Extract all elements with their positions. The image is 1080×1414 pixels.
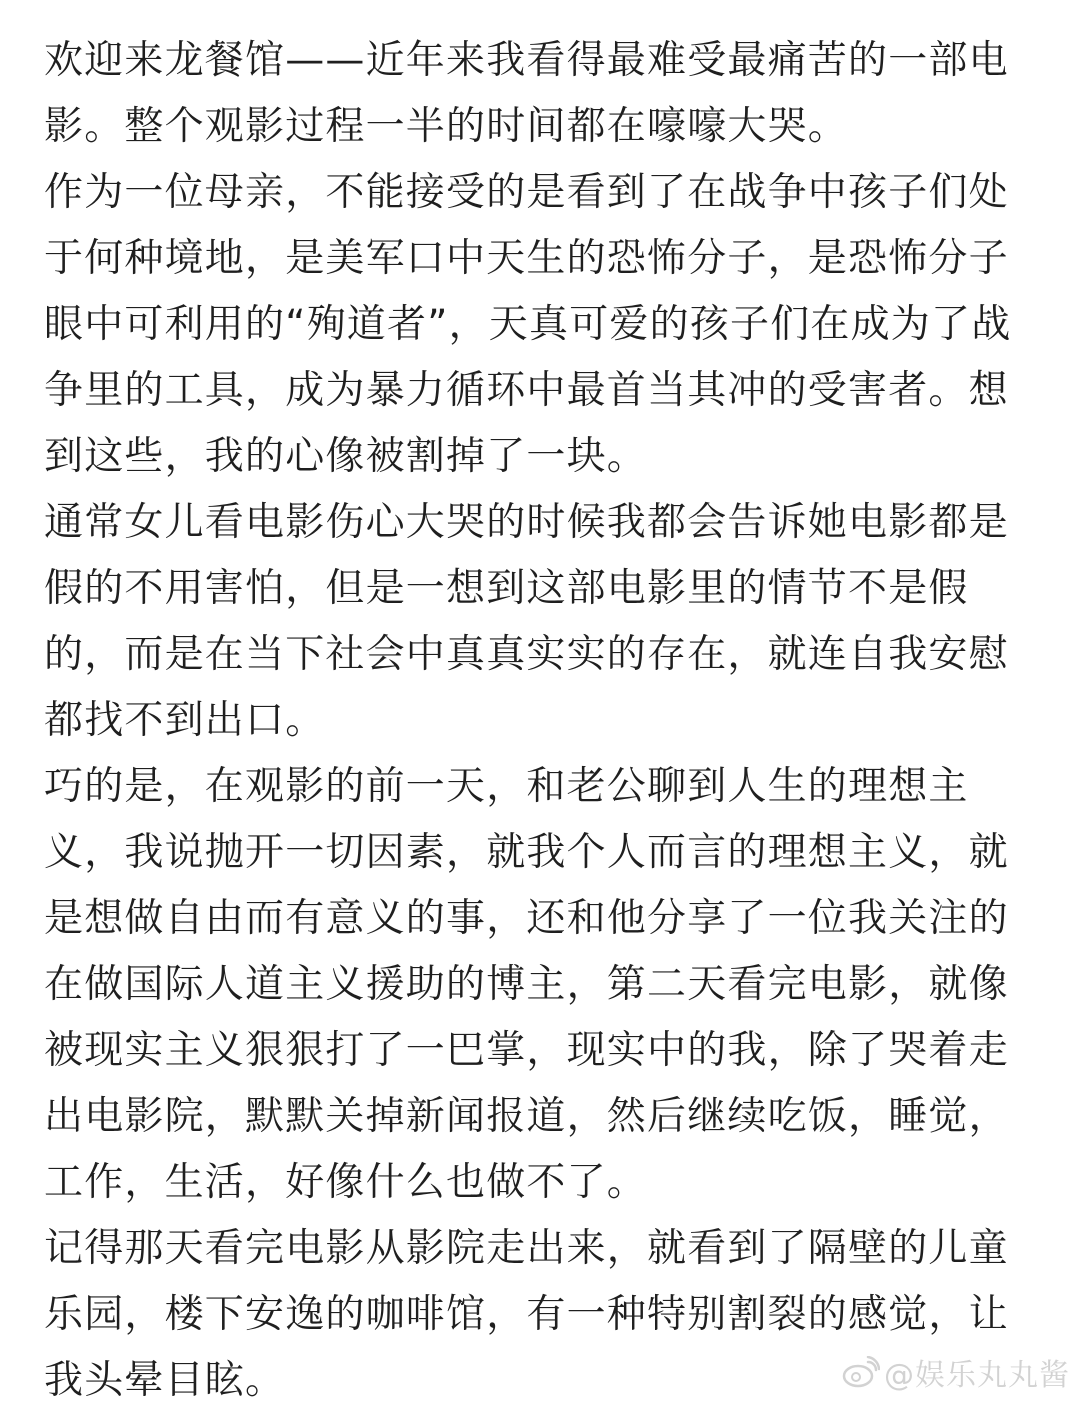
paragraph-2: 作为一位母亲，不能接受的是看到了在战争中孩子们处于何种境地，是美军口中天生的恐怖分子，是恐怖分子眼中可利用的“殉道者”，天真可爱的孩子们在成为了战争里的工具，成为暴力循环中最首当其冲的受害者。想到这些，我的心像被割掉了一块。 <box>44 170 1012 479</box>
paragraph-4: 巧的是，在观影的前一天，和老公聊到人生的理想主义，我说抛开一切因素，就我个人而言的理想主义，就是想做自由而有意义的事，还和他分享了一位我关注的在做国际人道主义援助的博主，第二天看完电影，就像被现实主义狠狠打了一巴掌，现实中的我，除了哭着走出电影院，默默关掉新闻报道，然后继续吃饭，睡觉，工作，生活，好像什么也做不了。 <box>44 764 1009 1205</box>
paragraph-1: 欢迎来龙餐馆——近年来我看得最难受最痛苦的一部电影。整个观影过程一半的时间都在嚎嚎大哭。 <box>44 38 1009 149</box>
weibo-logo-icon <box>842 1356 880 1388</box>
watermark <box>842 1350 1070 1394</box>
watermark-text: @娱乐丸丸酱 <box>884 1358 1070 1393</box>
paragraph-3: 通常女儿看电影伤心大哭的时候我都会告诉她电影都是假的不用害怕，但是一想到这部电影里的情节不是假的，而是在当下社会中真真实实的存在，就连自我安慰都找不到出口。 <box>44 500 1009 743</box>
paragraph-5: 记得那天看完电影从影院走出来，就看到了隔壁的儿童乐园，楼下安逸的咖啡馆，有一种特别割裂的感觉，让我头晕目眩。 <box>44 1226 1009 1403</box>
article-body <box>44 28 1044 1414</box>
